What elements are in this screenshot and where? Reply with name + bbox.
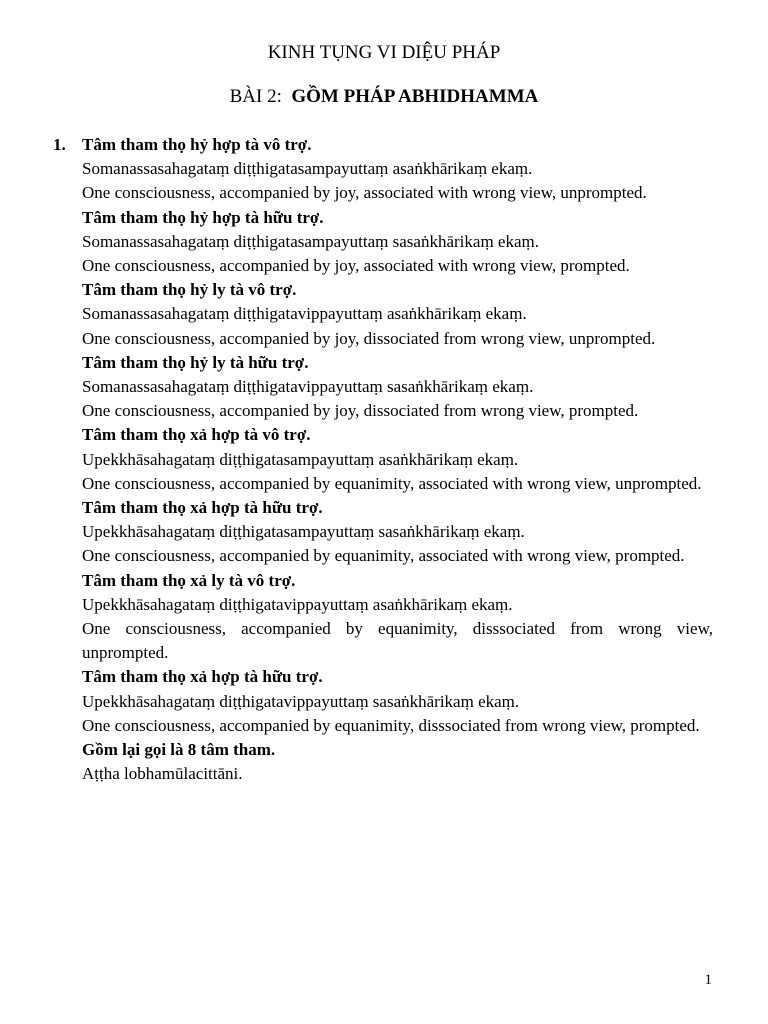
vietnamese-heading: Tâm tham thọ xả hợp tà hữu trợ.	[82, 498, 323, 518]
page-title: KINH TỤNG VI DIỆU PHÁP	[267, 42, 501, 63]
vietnamese-heading: Tâm tham thọ xả ly tà vô trợ.	[82, 570, 296, 590]
vietnamese-heading: Tâm tham thọ xả hợp tà vô trợ.	[82, 425, 311, 445]
pali-line: Upekkhāsahagataṃ diṭṭhigatavippayuttaṃ sasaṅkhārikaṃ ekaṃ.	[82, 691, 520, 711]
pali-line: Upekkhāsahagataṃ diṭṭhigatasampayuttaṃ sasaṅkhārikaṃ ekaṃ.	[82, 522, 525, 542]
english-line: One consciousness, accompanied by equanimity, associated with wrong view, prompted.	[82, 546, 685, 566]
page-number: 1	[704, 972, 712, 988]
pali-line: Somanassasahagataṃ diṭṭhigatavippayuttaṃ asaṅkhārikaṃ ekaṃ.	[82, 304, 527, 324]
lesson-heading	[0, 84, 768, 110]
english-line: One consciousness, accompanied by equanimity, disssociated from wrong view, unprompted.	[82, 619, 713, 663]
english-line: One consciousness, accompanied by joy, dissociated from wrong view, prompted.	[82, 401, 639, 421]
english-line: One consciousness, accompanied by joy, associated with wrong view, prompted.	[82, 256, 630, 276]
list-number: 1.	[53, 135, 66, 154]
vietnamese-heading: Tâm tham thọ hỷ hợp tà hữu trợ.	[82, 207, 324, 227]
chant-body	[82, 133, 713, 786]
english-line: One consciousness, accompanied by equanimity, disssociated from wrong view, prompted.	[82, 715, 700, 735]
vietnamese-heading: Tâm tham thọ hỷ hợp tà vô trợ.	[82, 135, 312, 154]
vietnamese-heading: Tâm tham thọ hỷ ly tà vô trợ.	[82, 280, 297, 300]
vietnamese-heading: Tâm tham thọ xả hợp tà hữu trợ.	[82, 667, 323, 687]
summary-pali-line: Aṭṭha lobhamūlacittāni.	[82, 764, 243, 784]
pali-line: Somanassasahagataṃ diṭṭhigatasampayuttaṃ sasaṅkhārikaṃ ekaṃ.	[82, 231, 539, 251]
pali-line: Upekkhāsahagataṃ diṭṭhigatasampayuttaṃ asaṅkhārikaṃ ekaṃ.	[82, 449, 519, 469]
pali-line: Somanassasahagataṃ diṭṭhigatavippayuttaṃ sasaṅkhārikaṃ ekaṃ.	[82, 377, 534, 397]
english-line: One consciousness, accompanied by joy, dissociated from wrong view, unprompted.	[82, 328, 656, 348]
pali-line: Upekkhāsahagataṃ diṭṭhigatavippayuttaṃ asaṅkhārikaṃ ekaṃ.	[82, 594, 513, 614]
summary-heading: Gồm lại gọi là 8 tâm tham.	[82, 740, 276, 760]
pali-line: Somanassasahagataṃ diṭṭhigatasampayuttaṃ asaṅkhārikaṃ ekaṃ.	[82, 159, 533, 179]
english-line: One consciousness, accompanied by joy, associated with wrong view, unprompted.	[82, 183, 647, 203]
english-line: One consciousness, accompanied by equanimity, associated with wrong view, unprompted.	[82, 473, 702, 493]
vietnamese-heading: Tâm tham thọ hỷ ly tà hữu trợ.	[82, 352, 309, 372]
lesson-label: BÀI 2:	[229, 86, 282, 107]
lesson-title: GỒM PHÁP ABHIDHAMMA	[291, 86, 539, 107]
